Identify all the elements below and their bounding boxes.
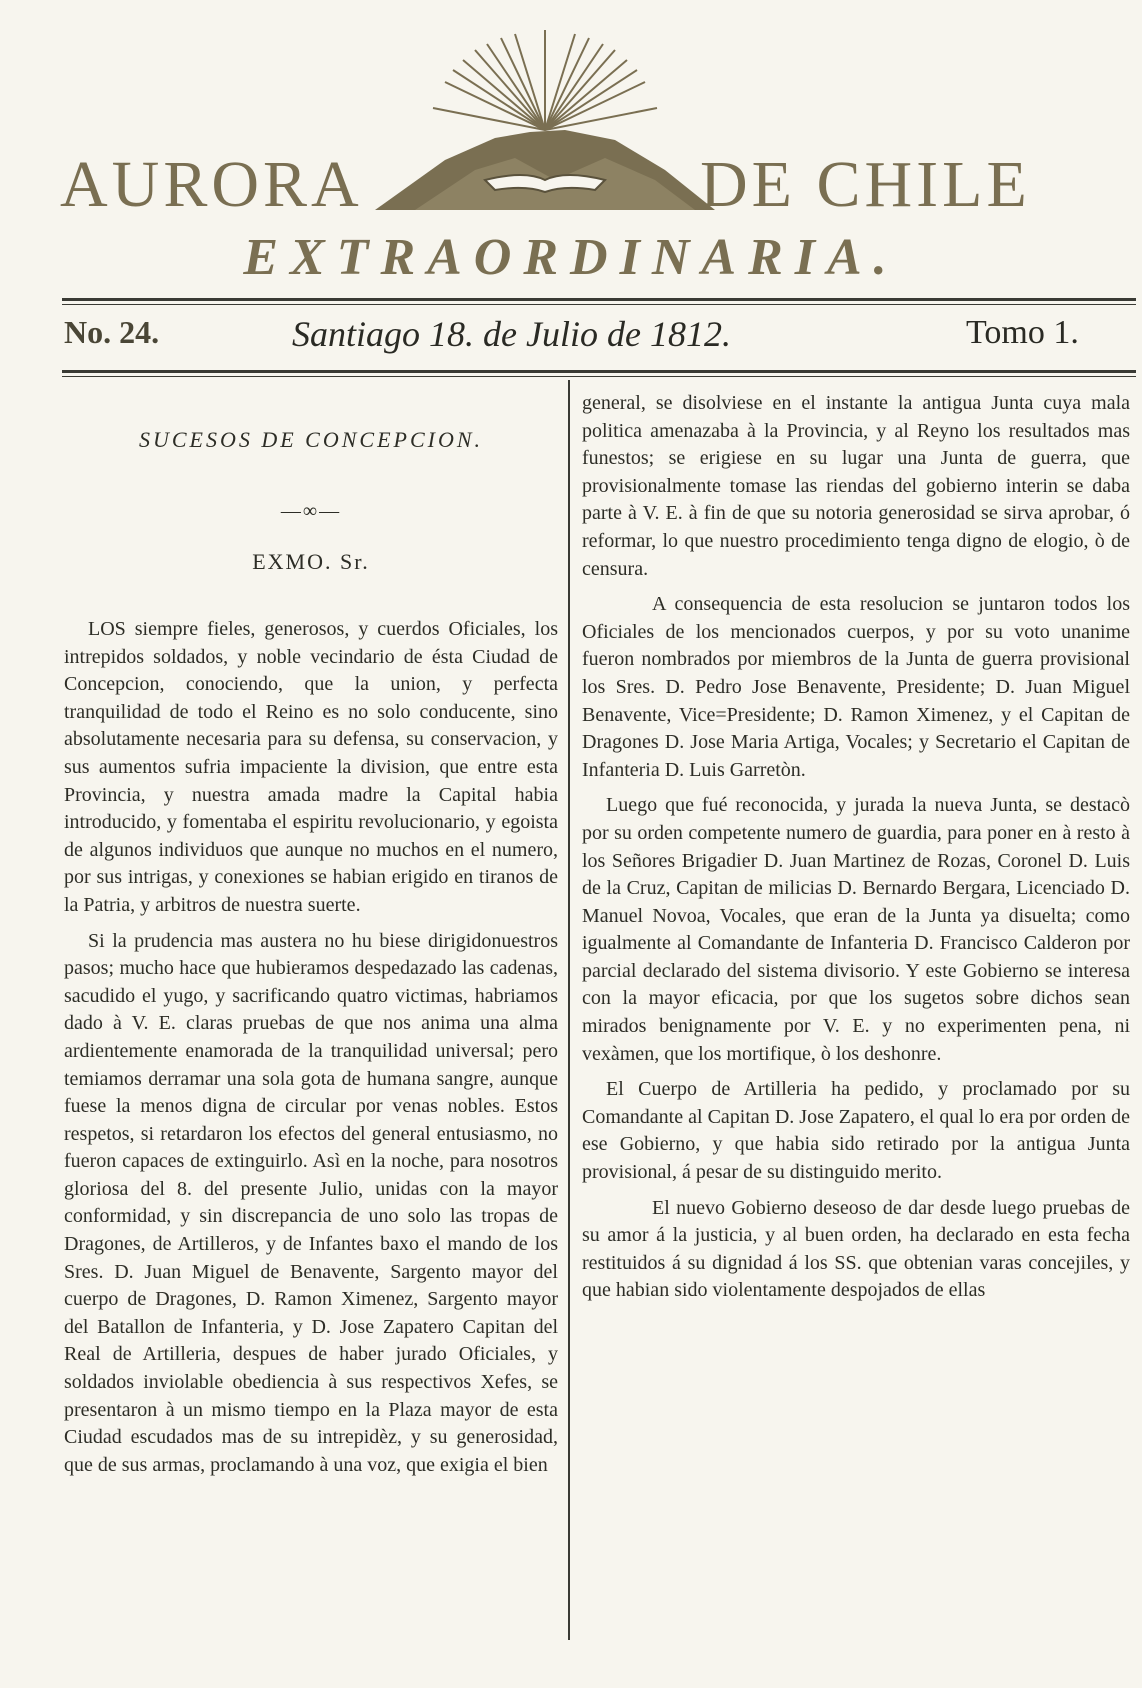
header-rule-top-thin bbox=[62, 304, 1136, 305]
paragraph: general, se disolviese en el instante la antigua Junta cuya mala politica amenazaba à la Provincia, y al Reyno los resultados mas funestos; se erigiese en su lugar una Junta de guerra, que provisionalmente tomase las riendas del gobierno interin se daba parte à V. E. à fin de que su notoria generosidad se sirva aprobar, ó reformar, lo que nuestro procedimiento tenga digno de elogio, ò de censura. bbox=[582, 392, 1130, 580]
paragraph: Si la prudencia mas austera no hu biese dirigidonuestros pasos; mucho hace que hubieramos despedazado las cadenas, sacudido el yugo, y sacrificando quatro victimas, habriamos dado à V. E. claras pruebas de que nos anima una alma ardientemente enamorada de la tranquilidad universal; pero temiamos derramar una sola gota de humana sangre, aunque fuese la menos digna de circular por venas nobles. Estos respetos, si retardaron los efectos del general entusiasmo, no fueron capaces de extinguirlo. Asì en la noche, para nosotros gloriosa del 8. del presente Julio, unidas con la mayor conformidad, y sin discrepancia de uno solo las tropas de Dragones, de Artilleros, y de Infantes baxo el mando de los Sres. D. Juan Miguel de Benavente, Sargento mayor del cuerpo de Dragones, D. Ramon Ximenez, Sargento mayor del Batallon de Infanteria, y D. Jose Zapatero Capitan del Real de Artilleria, despues de haber jurado Oficiales, y soldados inviolable obediencia à sus respectivos Xefes, se presentaron à un mismo tiempo en la Plaza mayor de esta Ciudad escudados mas de su intrepidèz, y su generosidad, que de sus armas, proclamando à una voz, que exigia el bien bbox=[64, 929, 558, 1476]
left-column bbox=[64, 410, 558, 1479]
header-rule-bottom-thin bbox=[62, 376, 1136, 377]
volume-number: Tomo 1. bbox=[966, 314, 1079, 351]
header-rule-top bbox=[62, 298, 1136, 301]
right-column bbox=[582, 390, 1130, 1305]
paragraph: Luego que fué reconocida, y jurada la nueva Junta, se destacò por su orden competente numero de guardia, para poner en à resto à los Señores Brigadier D. Juan Martinez de Rozas, Coronel D. Luis de la Cruz, Capitan de milicias D. Bernardo Bergara, Licenciado D. Manuel Novoa, Vocales, que eran de la Junta ya disuelta; como igualmente al Comandante de Infanteria D. Francisco Calderon por parcial declarado del sistema divisorio. Y este Gobierno se interesa con la mayor eficacia, por que los sugetos sobre dichos sean mirados benignamente por V. E. y no experimenten pena, ni vexàmen, que los mortifique, ò los deshonre. bbox=[582, 794, 1130, 1065]
masthead-subtitle: EXTRAORDINARIA. bbox=[243, 229, 899, 286]
masthead-title-left: AURORA bbox=[60, 148, 363, 221]
paragraph: LOS siempre fieles, generosos, y cuerdos Oficiales, los intrepidos soldados, y noble vecindario de ésta Ciudad de Concepcion, conociendo, que la union, y perfecta tranquilidad de todo el Reino es no solo conducente, sino absolutamente necesaria para su defensa, su conservacion, y sus aumentos sufria impaciente la division, que entre esta Provincia, y nuestra amada madre la Capital habia introducido, y fomentaba el espiritu revolucionario, y egoista de algunos individuos que aunque no muchos en el numero, por sus intrigas, y conexiones se habian erigido en tiranos de la Patria, y arbitros de nuestra suerte. bbox=[64, 618, 558, 916]
header-rule-bottom bbox=[62, 370, 1136, 373]
rising-sun-mountains-handshake-icon bbox=[355, 20, 735, 220]
salutation: EXMO. Sr. bbox=[252, 549, 370, 574]
masthead bbox=[0, 0, 1142, 300]
masthead-title-right: DE CHILE bbox=[700, 148, 1031, 221]
issue-number: No. 24. bbox=[64, 314, 160, 350]
paragraph: El nuevo Gobierno deseoso de dar desde luego pruebas de su amor á la justicia, y al buen orden, ha declarado en esta fecha restituidos á su dignidad á los SS. que obtenian varas concejiles, y que habian sido violentamente despojados de ellas bbox=[582, 1196, 1130, 1302]
column-divider bbox=[568, 380, 570, 1640]
paragraph: A consequencia de esta resolucion se juntaron todos los Oficiales de los mencionados cuerpos, y por su voto unanime fueron nombrados por miembros de la Junta de guerra provisional los Sres. D. Pedro Jose Benavente, Presidente; D. Juan Miguel Benavente, Vice=Presidente; D. Ramon Ximenez, y el Capitan de Dragones D. Jose Maria Artiga, Vocales; y Secretario el Capitan de Infanteria D. Luis Garretòn. bbox=[582, 593, 1130, 781]
section-title: SUCESOS DE CONCEPCION. bbox=[138, 427, 484, 452]
issue-date: Santiago 18. de Julio de 1812. bbox=[292, 314, 731, 354]
paragraph: El Cuerpo de Artilleria ha pedido, y proclamado por su Comandante al Capitan D. Jose Zapatero, el qual lo era por orden de ese Gobierno, y que habia sido retirado por la antigua Junta provisional, á pesar de su distinguido merito. bbox=[582, 1078, 1130, 1184]
ornament-divider: —∞— bbox=[280, 500, 342, 522]
